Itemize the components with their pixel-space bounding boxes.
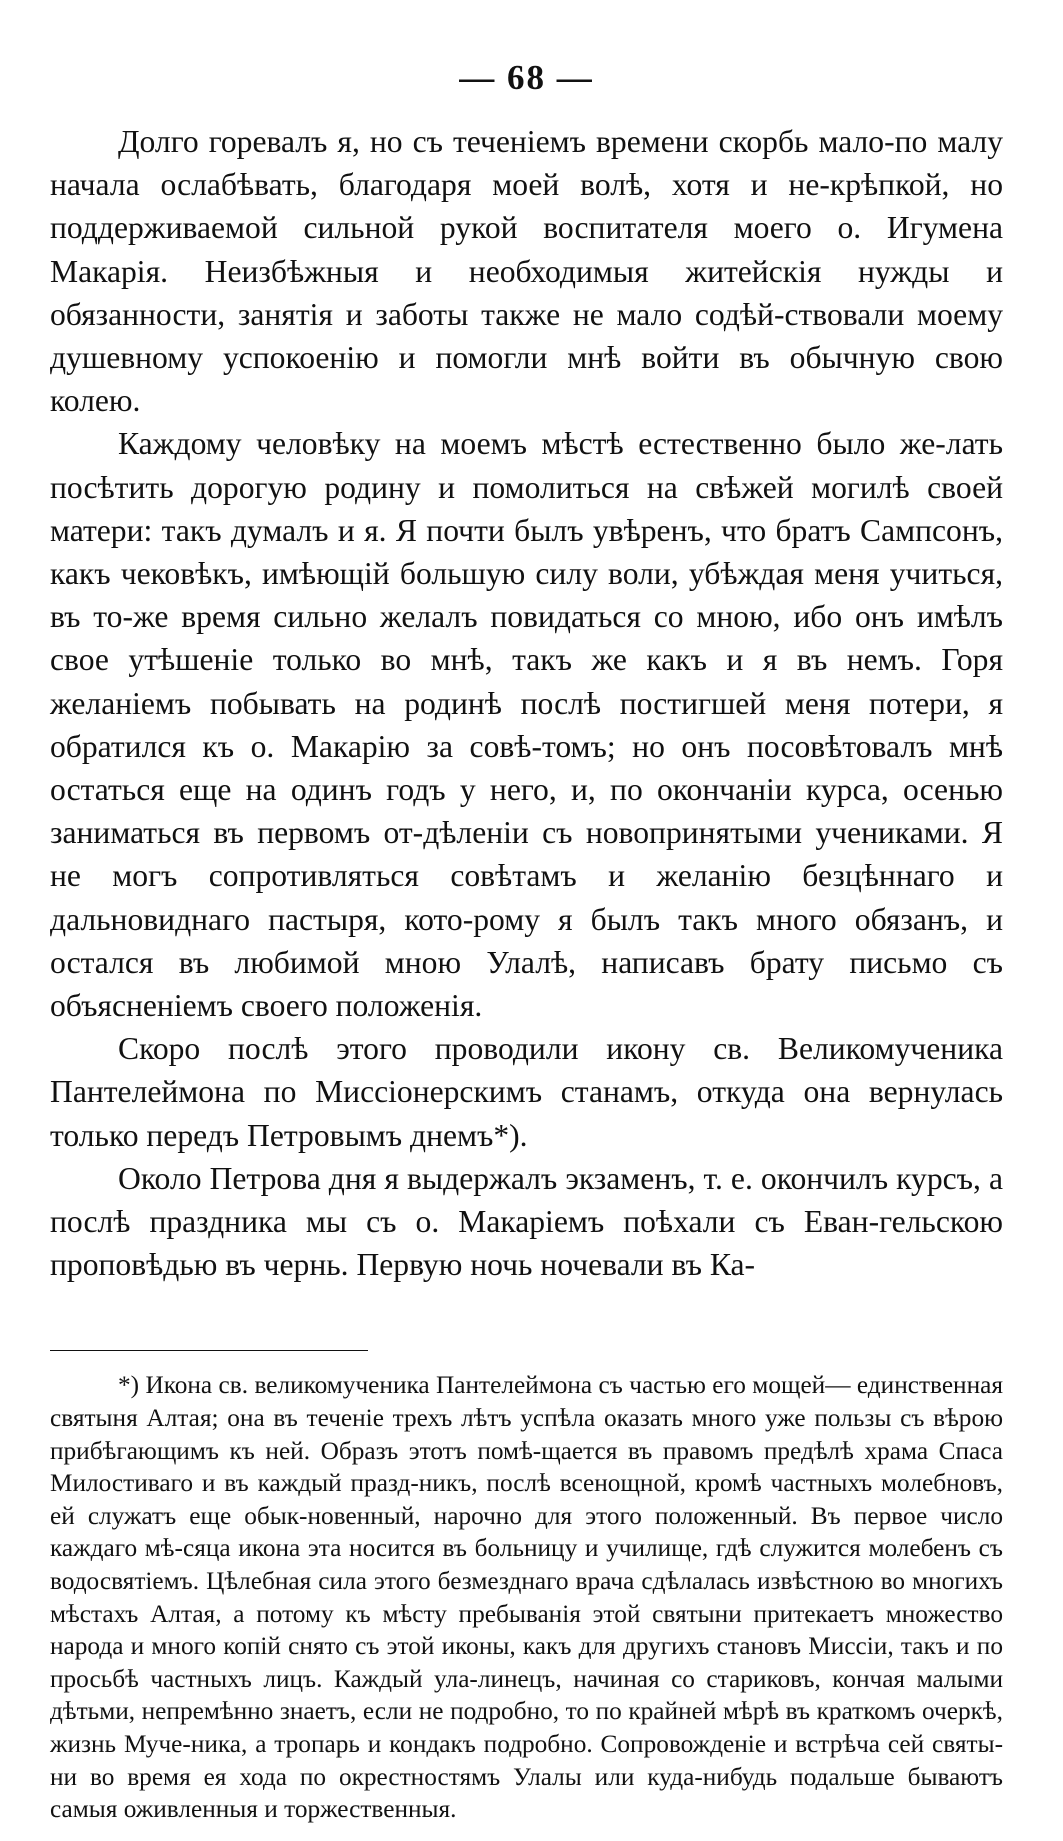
- page-number-right-dash: —: [556, 58, 594, 97]
- footnote-divider: [50, 1350, 368, 1351]
- paragraph-4: Около Петрова дня я выдержалъ экзаменъ, т. е. окончилъ курсъ, а послѣ праздника мы съ о. Макаріемъ поѣхали съ Еван-гельскою проповѣдью въ чернь. Первую ночь ночевали въ Ка-: [50, 1160, 1003, 1283]
- paragraph-3: Скоро послѣ этого проводили икону св. Великомученика Пантелеймона по Миссіонерскимъ станамъ, откуда она вернулась только передъ Петровымъ днемъ*).: [50, 1031, 1003, 1153]
- main-text: [50, 120, 1003, 1286]
- page-number-value: 68: [507, 58, 546, 97]
- footnote: [50, 1369, 1003, 1825]
- page-number-left-dash: —: [459, 58, 497, 97]
- paragraph-2: Каждому человѣку на моемъ мѣстѣ естественно было же-лать посѣтить дорогую родину и помолиться на свѣжей могилѣ своей матери: такъ думалъ и я. Я почти былъ увѣренъ, что братъ Сампсонъ, какъ чековѣкъ, имѣющій большую силу воли, убѣждая меня учиться, въ то-же время сильно желалъ повидаться со мною, ибо онъ имѣлъ свое утѣшеніе только во мнѣ, такъ же какъ и я въ немъ. Горя желаніемъ побывать на родинѣ послѣ постигшей меня потери, я обратился къ о. Макарію за совѣ-томъ; но онъ посовѣтовалъ мнѣ остаться еще на одинъ годъ у него, и, по окончаніи курса, осенью заниматься въ первомъ от-дѣленіи съ новопринятыми учениками. Я не могъ сопротивляться совѣтамъ и желанію безцѣннаго и дальновиднаго пастыря, кото-рому я былъ такъ много обязанъ, и остался въ любимой мною Улалѣ, написавъ брату письмо съ объясненіемъ своего положенія.: [50, 426, 1003, 1024]
- footnote-text: *) Икона св. великомученика Пантелеймона съ частью его мощей— единственная святыня Алтая; она въ теченіе трехъ лѣтъ успѣла оказать много уже пользы съ вѣрою прибѣгающимъ къ ней. Образъ этотъ помѣ-щается въ правомъ предѣлѣ храма Спаса Милостиваго и въ каждый празд-никъ, послѣ всенощной, кромѣ частныхъ молебновъ, ей служатъ еще обык-новенный, нарочно для этого положенный. Въ первое число каждаго мѣ-сяца икона эта носится въ больницу и училище, гдѣ служится молебенъ съ водосвятіемъ. Цѣлебная сила этого безмезднаго врача сдѣлалась извѣстною во многихъ мѣстахъ Алтая, а потому къ мѣсту пребыванія этой святыни притекаетъ множество народа и много копій снято съ этой иконы, какъ для другихъ становъ Миссіи, такъ и по просьбѣ частныхъ лицъ. Каждый ула-линецъ, начиная со стариковъ, кончая малыми дѣтьми, непремѣнно знаетъ, если не подробно, то по крайней мѣрѣ въ краткомъ очеркѣ, жизнь Муче-ника, а тропарь и кондакъ подробно. Сопровожденіе и встрѣча сей святы-ни во время ея хода по окрестностямъ Улалы или куда-нибудь подальше бываютъ самыя оживленныя и торжественныя.: [50, 1371, 1003, 1824]
- page-number: [50, 58, 1003, 98]
- paragraph-1: Долго горевалъ я, но съ теченіемъ времени скорбь мало-по малу начала ослабѣвать, благодаря моей волѣ, хотя и не-крѣпкой, но поддерживаемой сильной рукой воспитателя моего о. Игумена Макарія. Неизбѣжныя и необходимыя житейскія нужды и обязанности, занятія и заботы также не мало содѣй-ствовали моему душевному успокоенію и помогли мнѣ войти въ обычную свою колею.: [50, 124, 1003, 419]
